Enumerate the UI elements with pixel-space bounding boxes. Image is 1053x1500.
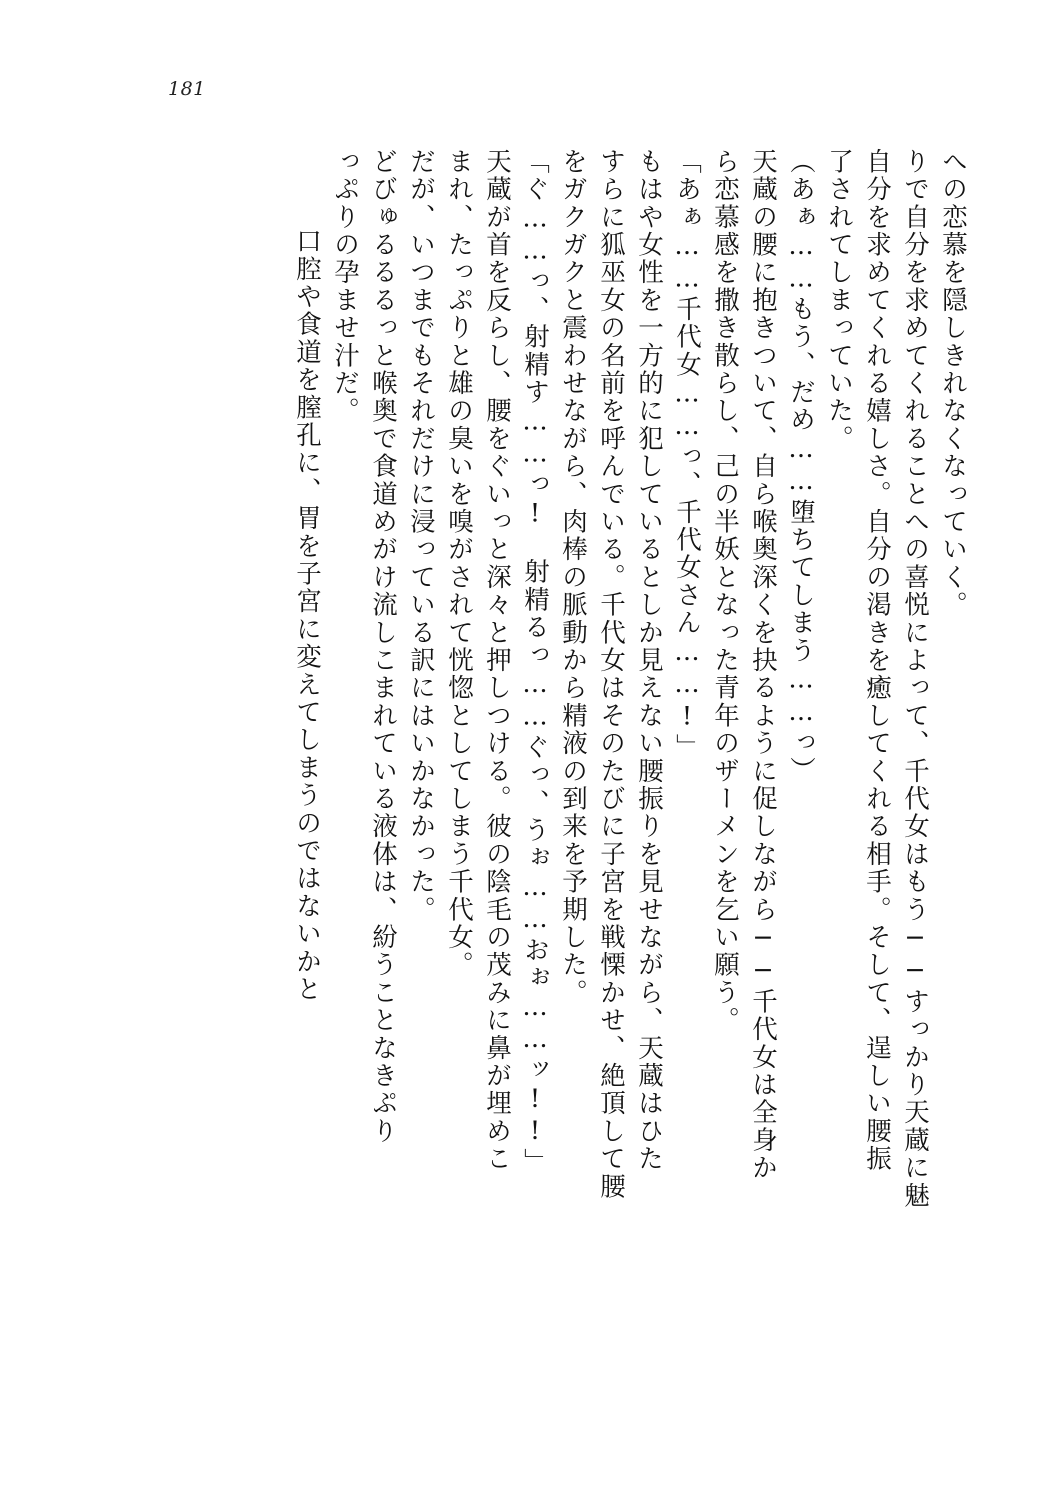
page-number: 181 <box>168 78 206 100</box>
text-column: どびゅるるるっと喉奥で食道めがけ流しこまれている液体は、紛うことなきぷり <box>368 148 398 1146</box>
text-column: 「ぐ……っ、射精す……っ! 射精るっ……ぐっ、うぉ……おぉ……ッ!!」 <box>520 148 550 1176</box>
text-column: への恋慕を隠しきれなくなっていく。 <box>938 148 968 619</box>
text-column: すらに狐巫女の名前を呼んでいる。千代女はそのたびに子宮を戦慄かせ、絶頂して腰 <box>596 148 626 1201</box>
text-column: 口腔や食道を膣孔に、胃を子宮に変えてしまうのではないかと <box>292 200 322 1004</box>
text-column: 「あぁ……千代女……っ、千代女さん……!」 <box>672 148 702 762</box>
text-column: ら恋慕感を撒き散らし、己の半妖となった青年のザーメンを乞い願う。 <box>710 148 740 1035</box>
text-column: だが、いつまでもそれだけに浸っている訳にはいかなかった。 <box>406 148 436 924</box>
text-column: もはや女性を一方的に犯しているとしか見えない腰振りを見せながら、天蔵はひた <box>634 148 664 1173</box>
text-column: （あぁ……もう、だめ……堕ちてしまう……っ） <box>786 148 816 785</box>
text-column: 天蔵が首を反らし、腰をぐいっと深々と押しつける。彼の陰毛の茂みに鼻が埋めこ <box>482 148 512 1173</box>
text-column: っぷりの孕ませ汁だ。 <box>330 148 360 425</box>
text-column: 了されてしまっていた。 <box>824 148 854 453</box>
text-column: 自分を求めてくれる嬉しさ。自分の渇きを癒してくれる相手。そして、逞しい腰振 <box>862 148 892 1173</box>
text-column: りで自分を求めてくれることへの喜悦によって、千代女はもう──すっかり天蔵に魅 <box>900 148 930 1210</box>
text-column: をガクガクと震わせながら、肉棒の脈動から精液の到来を予期した。 <box>558 148 588 1007</box>
text-column: まれ、たっぷりと雄の臭いを嗅がされて恍惚としてしまう千代女。 <box>444 148 474 979</box>
vertical-text-block <box>165 148 968 1388</box>
text-column: 天蔵の腰に抱きついて、自ら喉奥深くを抉るように促しながら──千代女は全身か <box>748 148 778 1182</box>
